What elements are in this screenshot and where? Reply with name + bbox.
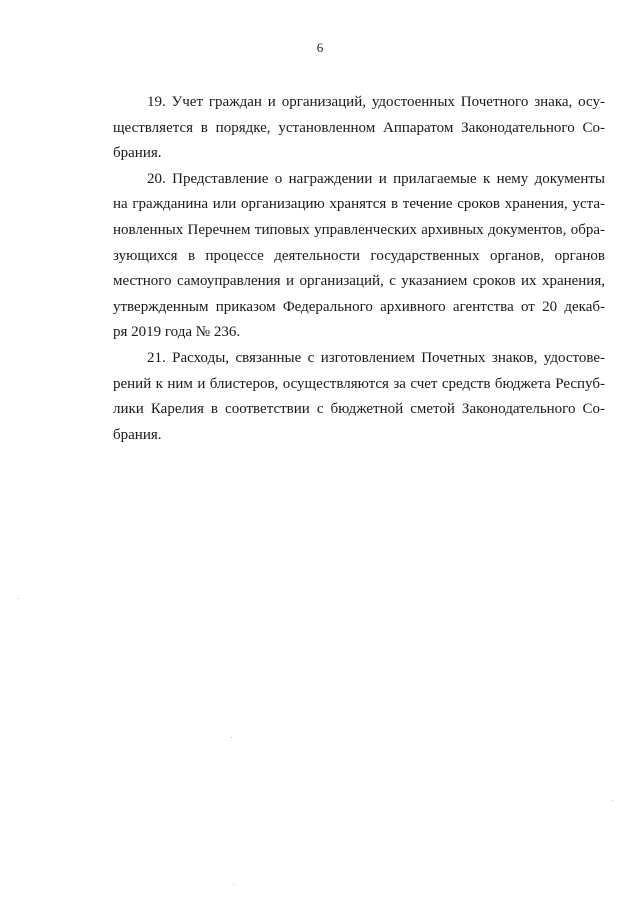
document-body [113, 90, 605, 448]
text-line: новленных Перечнем типовых управленческих архивных документов, обра- [113, 221, 605, 238]
text-line: 21. Расходы, связанные с изготовлением Почетных знаков, удостове- [147, 349, 605, 366]
text-line: 19. Учет граждан и организаций, удостоенных Почетного знака, осу- [147, 94, 605, 110]
paragraph-19 [113, 90, 605, 167]
text-line: ществляется в порядке, установленном Аппаратом Законодательного Со- [113, 119, 605, 136]
text-line: ря 2019 года № 236. [113, 324, 241, 341]
text-line: брания. [113, 145, 162, 162]
text-line: утвержденным приказом Федерального архивного агентства от 20 декаб- [113, 298, 605, 315]
scan-speck [612, 800, 613, 801]
paragraph-20 [113, 167, 605, 346]
paragraph-21 [113, 346, 605, 448]
text-line: 20. Представление о награждении и прилагаемые к нему документы [147, 170, 605, 187]
scan-speck [18, 598, 19, 599]
text-line: брания. [113, 426, 162, 443]
scan-speck [233, 884, 234, 885]
text-line: местного самоуправления и организаций, с указанием сроков их хранения, [113, 273, 605, 290]
scan-speck [231, 737, 232, 738]
text-line: на гражданина или организацию хранятся в течение сроков хранения, уста- [113, 196, 605, 213]
text-line: зующихся в процессе деятельности государственных органов, органов [113, 247, 605, 264]
page-number: 6 [316, 40, 324, 55]
text-line: рений к ним и блистеров, осуществляются за счет средств бюджета Респуб- [113, 375, 605, 392]
text-line: лики Карелия в соответствии с бюджетной сметой Законодательного Со- [113, 401, 605, 418]
